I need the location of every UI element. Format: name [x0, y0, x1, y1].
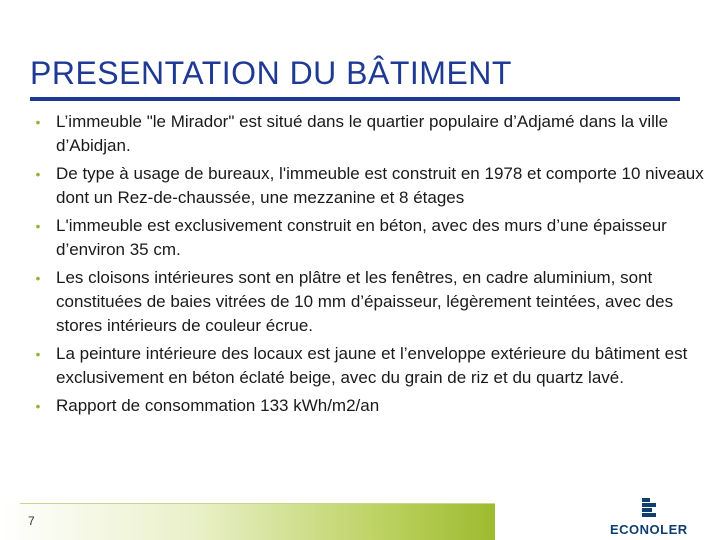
- logo-mark-icon: [642, 498, 656, 518]
- bullet-list: [28, 110, 708, 422]
- bullet-text: De type à usage de bureaux, l'immeuble est construit en 1978 et comporte 10 niveaux dont un Rez-de-chaussée, une mezzanine et 8 étages: [56, 164, 704, 207]
- bullet-item: [28, 110, 708, 158]
- econoler-logo: [590, 498, 705, 538]
- bullet-marker: •: [35, 270, 41, 286]
- bullet-item: [28, 162, 708, 210]
- bullet-item: [28, 266, 708, 338]
- bullet-marker: •: [35, 114, 41, 130]
- bullet-text: Rapport de consommation 133 kWh/m2/an: [56, 396, 380, 415]
- footer-divider: [20, 503, 495, 504]
- bullet-marker: •: [35, 398, 41, 414]
- bullet-marker: •: [35, 218, 41, 234]
- title-underline: [30, 97, 680, 101]
- slide-title: PRESENTATION DU BÂTIMENT: [30, 55, 512, 91]
- bullet-item: [28, 342, 708, 390]
- bullet-text: L'immeuble est exclusivement construit en béton, avec des murs d’une épaisseur d’environ 35 cm.: [56, 216, 667, 259]
- bullet-marker: •: [35, 346, 41, 362]
- bullet-item: [28, 214, 708, 262]
- bullet-text: Les cloisons intérieures sont en plâtre et les fenêtres, en cadre aluminium, sont constituées de baies vitrées de 10 mm d’épaisseur, légèrement teintées, avec des stores intérieurs de couleur écrue.: [56, 268, 674, 335]
- bullet-text: L’immeuble "le Mirador" est situé dans le quartier populaire d’Adjamé dans la ville d’Abidjan.: [56, 112, 669, 155]
- logo-text: ECONOLER: [610, 522, 688, 537]
- footer-green-bar: [0, 503, 495, 540]
- page-number: 7: [28, 514, 35, 528]
- bullet-text: La peinture intérieure des locaux est jaune et l’enveloppe extérieure du bâtiment est exclusivement en béton éclaté beige, avec du grain de riz et du quartz lavé.: [56, 344, 688, 387]
- bullet-marker: •: [35, 166, 41, 182]
- bullet-item: [28, 394, 708, 418]
